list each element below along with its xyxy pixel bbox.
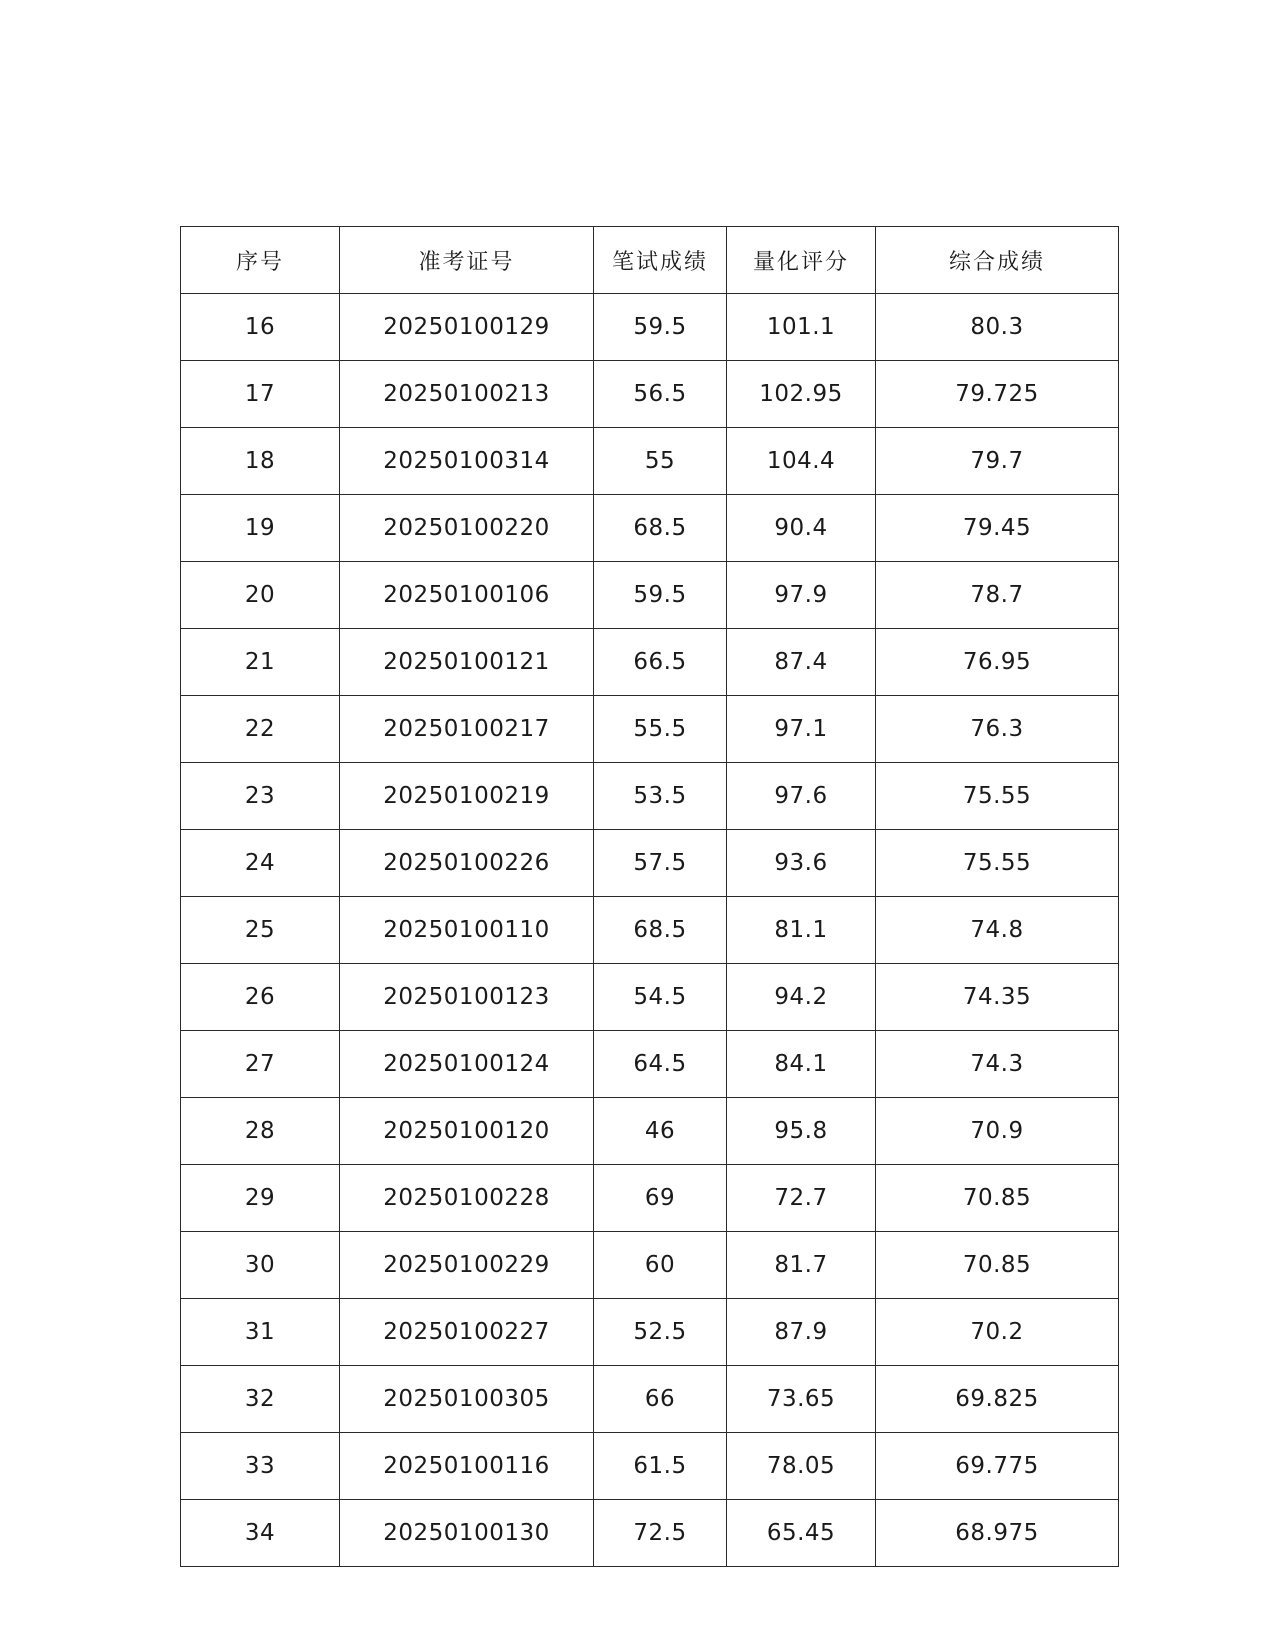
- cell-quantified-score: 87.9: [727, 1299, 876, 1366]
- cell-serial-number: 22: [181, 696, 340, 763]
- header-quantified-score: 量化评分: [727, 227, 876, 294]
- cell-serial-number: 28: [181, 1098, 340, 1165]
- cell-quantified-score: 81.7: [727, 1232, 876, 1299]
- cell-quantified-score: 95.8: [727, 1098, 876, 1165]
- cell-admission-ticket-number: 20250100228: [340, 1165, 594, 1232]
- cell-admission-ticket-number: 20250100217: [340, 696, 594, 763]
- cell-admission-ticket-number: 20250100219: [340, 763, 594, 830]
- cell-admission-ticket-number: 20250100121: [340, 629, 594, 696]
- cell-admission-ticket-number: 20250100124: [340, 1031, 594, 1098]
- table-row: [181, 1433, 1119, 1500]
- score-table: [180, 226, 1119, 1567]
- cell-serial-number: 18: [181, 428, 340, 495]
- cell-written-score: 64.5: [594, 1031, 727, 1098]
- cell-composite-score: 80.3: [876, 294, 1119, 361]
- cell-admission-ticket-number: 20250100116: [340, 1433, 594, 1500]
- cell-composite-score: 70.85: [876, 1232, 1119, 1299]
- cell-composite-score: 79.7: [876, 428, 1119, 495]
- cell-serial-number: 21: [181, 629, 340, 696]
- cell-written-score: 56.5: [594, 361, 727, 428]
- cell-serial-number: 20: [181, 562, 340, 629]
- table-row: [181, 428, 1119, 495]
- header-composite-score: 综合成绩: [876, 227, 1119, 294]
- cell-serial-number: 31: [181, 1299, 340, 1366]
- cell-written-score: 68.5: [594, 897, 727, 964]
- cell-admission-ticket-number: 20250100305: [340, 1366, 594, 1433]
- table-row: [181, 830, 1119, 897]
- cell-quantified-score: 104.4: [727, 428, 876, 495]
- cell-serial-number: 30: [181, 1232, 340, 1299]
- cell-written-score: 54.5: [594, 964, 727, 1031]
- cell-written-score: 55: [594, 428, 727, 495]
- cell-admission-ticket-number: 20250100220: [340, 495, 594, 562]
- cell-admission-ticket-number: 20250100129: [340, 294, 594, 361]
- cell-written-score: 72.5: [594, 1500, 727, 1567]
- cell-composite-score: 79.725: [876, 361, 1119, 428]
- cell-composite-score: 69.825: [876, 1366, 1119, 1433]
- table-row: [181, 696, 1119, 763]
- table-row: [181, 562, 1119, 629]
- header-admission-ticket-number: 准考证号: [340, 227, 594, 294]
- cell-admission-ticket-number: 20250100227: [340, 1299, 594, 1366]
- cell-quantified-score: 72.7: [727, 1165, 876, 1232]
- cell-admission-ticket-number: 20250100110: [340, 897, 594, 964]
- cell-composite-score: 74.35: [876, 964, 1119, 1031]
- cell-written-score: 59.5: [594, 294, 727, 361]
- cell-written-score: 59.5: [594, 562, 727, 629]
- cell-serial-number: 34: [181, 1500, 340, 1567]
- table-row: [181, 629, 1119, 696]
- table-row: [181, 1098, 1119, 1165]
- cell-written-score: 60: [594, 1232, 727, 1299]
- cell-admission-ticket-number: 20250100130: [340, 1500, 594, 1567]
- cell-serial-number: 25: [181, 897, 340, 964]
- table-row: [181, 1031, 1119, 1098]
- cell-written-score: 69: [594, 1165, 727, 1232]
- cell-composite-score: 74.8: [876, 897, 1119, 964]
- table-row: [181, 1299, 1119, 1366]
- cell-composite-score: 70.85: [876, 1165, 1119, 1232]
- cell-quantified-score: 102.95: [727, 361, 876, 428]
- cell-composite-score: 70.2: [876, 1299, 1119, 1366]
- cell-quantified-score: 81.1: [727, 897, 876, 964]
- table-row: [181, 361, 1119, 428]
- cell-serial-number: 23: [181, 763, 340, 830]
- cell-written-score: 68.5: [594, 495, 727, 562]
- cell-serial-number: 29: [181, 1165, 340, 1232]
- table-row: [181, 897, 1119, 964]
- cell-written-score: 55.5: [594, 696, 727, 763]
- cell-quantified-score: 97.1: [727, 696, 876, 763]
- cell-admission-ticket-number: 20250100106: [340, 562, 594, 629]
- cell-composite-score: 68.975: [876, 1500, 1119, 1567]
- cell-composite-score: 74.3: [876, 1031, 1119, 1098]
- cell-admission-ticket-number: 20250100123: [340, 964, 594, 1031]
- cell-written-score: 66.5: [594, 629, 727, 696]
- table-row: [181, 1366, 1119, 1433]
- cell-quantified-score: 90.4: [727, 495, 876, 562]
- cell-composite-score: 76.3: [876, 696, 1119, 763]
- cell-quantified-score: 73.65: [727, 1366, 876, 1433]
- cell-quantified-score: 94.2: [727, 964, 876, 1031]
- cell-serial-number: 27: [181, 1031, 340, 1098]
- header-serial-number: 序号: [181, 227, 340, 294]
- cell-serial-number: 33: [181, 1433, 340, 1500]
- cell-quantified-score: 87.4: [727, 629, 876, 696]
- cell-admission-ticket-number: 20250100229: [340, 1232, 594, 1299]
- table-row: [181, 1500, 1119, 1567]
- header-written-score: 笔试成绩: [594, 227, 727, 294]
- cell-serial-number: 17: [181, 361, 340, 428]
- cell-written-score: 46: [594, 1098, 727, 1165]
- cell-quantified-score: 93.6: [727, 830, 876, 897]
- cell-admission-ticket-number: 20250100213: [340, 361, 594, 428]
- cell-composite-score: 69.775: [876, 1433, 1119, 1500]
- table-row: [181, 1165, 1119, 1232]
- cell-quantified-score: 84.1: [727, 1031, 876, 1098]
- cell-composite-score: 70.9: [876, 1098, 1119, 1165]
- cell-quantified-score: 97.9: [727, 562, 876, 629]
- cell-composite-score: 79.45: [876, 495, 1119, 562]
- cell-admission-ticket-number: 20250100120: [340, 1098, 594, 1165]
- cell-quantified-score: 101.1: [727, 294, 876, 361]
- cell-quantified-score: 97.6: [727, 763, 876, 830]
- cell-written-score: 61.5: [594, 1433, 727, 1500]
- cell-serial-number: 19: [181, 495, 340, 562]
- cell-written-score: 57.5: [594, 830, 727, 897]
- table-body: [181, 294, 1119, 1567]
- cell-quantified-score: 65.45: [727, 1500, 876, 1567]
- table-row: [181, 964, 1119, 1031]
- cell-serial-number: 32: [181, 1366, 340, 1433]
- cell-admission-ticket-number: 20250100226: [340, 830, 594, 897]
- cell-composite-score: 75.55: [876, 830, 1119, 897]
- cell-composite-score: 75.55: [876, 763, 1119, 830]
- cell-serial-number: 16: [181, 294, 340, 361]
- cell-composite-score: 78.7: [876, 562, 1119, 629]
- cell-quantified-score: 78.05: [727, 1433, 876, 1500]
- table-row: [181, 294, 1119, 361]
- header-row: [181, 227, 1119, 294]
- cell-written-score: 66: [594, 1366, 727, 1433]
- cell-serial-number: 26: [181, 964, 340, 1031]
- table-row: [181, 763, 1119, 830]
- cell-composite-score: 76.95: [876, 629, 1119, 696]
- cell-serial-number: 24: [181, 830, 340, 897]
- table-row: [181, 495, 1119, 562]
- cell-written-score: 53.5: [594, 763, 727, 830]
- cell-admission-ticket-number: 20250100314: [340, 428, 594, 495]
- table-row: [181, 1232, 1119, 1299]
- cell-written-score: 52.5: [594, 1299, 727, 1366]
